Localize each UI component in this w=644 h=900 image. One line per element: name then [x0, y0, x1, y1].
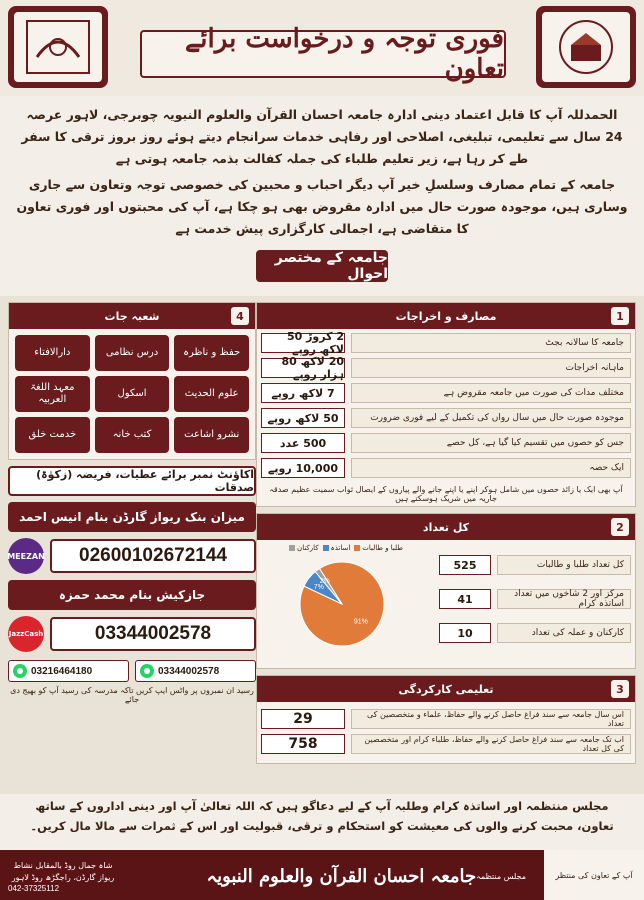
- expense-value: 10,000 روپے: [261, 458, 345, 478]
- legend-item: طلبا و طالبات: [354, 544, 403, 552]
- expense-row: [261, 457, 631, 479]
- page-title: فوری توجہ و درخواست برائے تعاون: [140, 30, 506, 78]
- footer-prefix: مجلس منتظمہ: [476, 871, 526, 881]
- department-item: دارالافتاء: [15, 335, 90, 371]
- expense-label: ایک حصہ: [351, 458, 631, 478]
- stat-row: [439, 588, 631, 610]
- legend-item: اساتذہ: [323, 544, 351, 552]
- education-value: 758: [261, 734, 345, 754]
- bank-title: میزان بنک ریواز گارڈن بنام انیس احمد: [8, 502, 256, 532]
- accounts-title: اکاؤنٹ نمبر برائے عطیات، فریضہ (زکوٰۃ) صدقات: [8, 466, 256, 496]
- section-number: 4: [231, 307, 249, 325]
- department-item: حفظ و ناظرہ: [174, 335, 249, 371]
- pie-label: 2%: [319, 578, 330, 586]
- department-item: نشرو اشاعت: [174, 417, 249, 453]
- expense-label: جامعہ کا سالانہ بجٹ: [351, 333, 631, 353]
- intro-text: [16, 104, 628, 244]
- expenses-note: آپ بھی ایک یا زائد حصوں میں شامل ہوکر اپنے یا اپنے جانے والے پیاروں کے ایصال ثواب سمیت عظیم صدقہ جاریہ میں شریک ہوسکتے ہیں: [269, 485, 623, 503]
- education-label: اس سال جامعہ سے سند فراغ حاصل کرنے والے حفاظ، علماء و متخصصین کی تعداد: [351, 709, 631, 729]
- education-row: [261, 708, 631, 730]
- receipt-note: رسید ان نمبروں پر واٹس ایپ کریں تاکہ مدرسہ کی رسید آپ کو بھیج دی جائے: [10, 686, 254, 704]
- footer: [0, 850, 644, 900]
- section-number: 2: [611, 518, 629, 536]
- expenses-title: مصارف و اخراجات: [395, 309, 497, 323]
- education-title: تعلیمی کارکردگی: [398, 682, 494, 696]
- jazzcash-title: جازکیش بنام محمد حمزہ: [8, 580, 256, 610]
- pie-svg: [257, 552, 427, 652]
- jazzcash-logo: JazzCash: [8, 616, 44, 652]
- expense-row: [261, 407, 631, 429]
- footer-phone: 042-37325112: [8, 884, 60, 893]
- expense-label: موجودہ صورت حال میں سال رواں کی تکمیل کے لیے فوری ضرورت: [351, 408, 631, 428]
- departments-panel: [8, 302, 256, 460]
- whatsapp-icon: [140, 664, 154, 678]
- department-item: علوم الحدیث: [174, 376, 249, 412]
- footer-title: جامعہ احسان القرآن والعلوم النبویہ: [206, 865, 477, 887]
- calligraphy-logo: [8, 6, 108, 88]
- expense-value: 2 کروڑ 50 لاکھ روپے: [261, 333, 345, 353]
- expense-value: 500 عدد: [261, 433, 345, 453]
- bank-account-number[interactable]: 02600102672144: [50, 539, 256, 573]
- department-item: کتب خانہ: [95, 417, 170, 453]
- stat-value: 525: [439, 555, 491, 575]
- whatsapp-numbers: [8, 660, 256, 682]
- expense-label: ماہانہ اخراجات: [351, 358, 631, 378]
- intro-paragraph-2: جامعہ کے تمام مصارف وسلسلِ خیر آپ دیگر احباب و محبین کی خصوصی توجہ وتعاون سے جاری وساری ہیں، موجودہ صورت حال میں ادارہ مقروض بھی ہو چکا ہے، آپ کی محبتوں اور فوری تعاون کا متقاضی ہے، اجمالی کارگزاری پیش خدمت ہے: [16, 177, 628, 236]
- chart-legend: [257, 540, 435, 552]
- department-item: درس نظامی: [95, 335, 170, 371]
- stat-label: کل تعداد طلبا و طالبات: [497, 555, 631, 575]
- stat-label: مرکز اور 2 شاخوں میں تعداد اساتذہ کرام: [497, 589, 631, 609]
- department-item: خدمت خلق: [15, 417, 90, 453]
- expense-value: 50 لاکھ روپے: [261, 408, 345, 428]
- expense-value: 20 لاکھ 80 ہزار روپے: [261, 358, 345, 378]
- stat-value: 41: [439, 589, 491, 609]
- expense-label: جس کو حصوں میں تقسیم کیا گیا ہے، کل حصے: [351, 433, 631, 453]
- expense-row: [261, 332, 631, 354]
- departments-title: شعبہ جات: [104, 309, 160, 323]
- meezan-bank-logo: MEEZAN: [8, 538, 44, 574]
- whatsapp-icon: [13, 664, 27, 678]
- department-item: معہد اللغۃ العربیہ: [15, 376, 90, 412]
- section-ribbon: جامعہ کے مختصر احوال: [256, 250, 388, 282]
- expense-row: [261, 382, 631, 404]
- departments-grid: [9, 329, 255, 459]
- pie-label: 7%: [313, 583, 324, 591]
- jazzcash-number[interactable]: 03344002578: [50, 617, 256, 651]
- whatsapp-number[interactable]: 03344002578: [135, 660, 256, 682]
- stats-title: کل تعداد: [422, 520, 470, 534]
- madrasa-building-logo: [536, 6, 636, 88]
- stat-value: 10: [439, 623, 491, 643]
- department-item: اسکول: [95, 376, 170, 412]
- education-label: اب تک جامعہ سے سند فراغ حاصل کرنے والے حفاظ، طلباء کرام اور متخصصین کی کل تعداد: [351, 734, 631, 754]
- main-content: [0, 296, 644, 794]
- expense-value: 7 لاکھ روپے: [261, 383, 345, 403]
- expense-row: [261, 357, 631, 379]
- right-column: [256, 302, 636, 770]
- left-column: [8, 302, 256, 704]
- footer-address: شاہ جمال روڈ بالمقابل نشاط ریواز گارڈن، راجگڑھ روڈ لاہور: [11, 861, 115, 882]
- stat-row: [439, 554, 631, 576]
- legend-item: کارکنان: [289, 544, 319, 552]
- stat-label: کارکنان و عملہ کی تعداد: [497, 623, 631, 643]
- stats-panel: [256, 513, 636, 669]
- section-number: 1: [611, 307, 629, 325]
- signature-box: [544, 850, 644, 900]
- expenses-panel: [256, 302, 636, 507]
- closing-prayer: مجلس منتظمہ اور اساتذہ کرام وطلبہ آپ کے لیے دعاگو ہیں کہ اللہ تعالیٰ آپ اور دینی اداروں کے ساتھ تعاون، محبت کرنے والوں کی معیشت کو استحکام و ترقی، قبولیت اور اس کے ثمرات سے مالا مال کریں۔: [30, 799, 614, 833]
- stats-pie-chart: [257, 540, 435, 668]
- stat-row: [439, 622, 631, 644]
- header: [0, 0, 644, 96]
- expense-row: [261, 432, 631, 454]
- education-row: [261, 733, 631, 755]
- whatsapp-number[interactable]: 03216464180: [8, 660, 129, 682]
- pie-label: 91%: [353, 618, 368, 626]
- signature-label: آپ کے تعاون کی منتظر: [555, 870, 633, 880]
- expense-label: مختلف مدات کی صورت میں جامعہ مقروض ہے: [351, 383, 631, 403]
- section-number: 3: [611, 680, 629, 698]
- intro-paragraph-1: الحمدللہ آپ کا قابل اعتماد دینی ادارہ جامعہ احسان القرآن والعلوم النبویہ چوبرجی، لاہور عرصہ 24 سال سے تعلیمی، تبلیغی، اصلاحی اور رفاہی خدمات سرانجام دیتے ہوئے روز بروز ترقی کا سفر طے کر رہا ہے، زیر تعلیم طلباء کی جملہ کفالت بذمہ جامعہ ہوتی ہے: [21, 107, 623, 166]
- education-value: 29: [261, 709, 345, 729]
- education-panel: [256, 675, 636, 764]
